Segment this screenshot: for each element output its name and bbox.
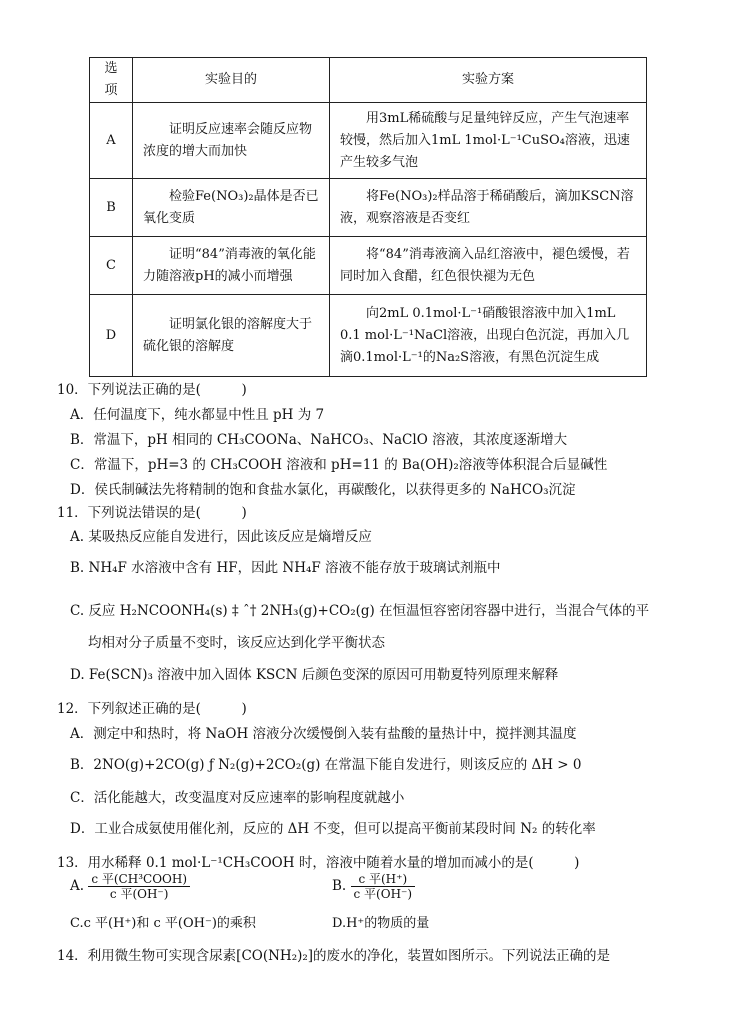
q11-option-c-line2: 均相对分子质量不变时，该反应达到化学平衡状态 [88, 635, 385, 651]
q12-option-b: B．2NO(g)+2CO(g) ƒ N₂(g)+2CO₂(g) 在常温下能自发进行，则该反应的 ΔH > 0 [70, 757, 582, 773]
q10-option-b: B．常温下，pH 相同的 CH₃COONa、NaHCO₃、NaClO 溶液，其浓度逐渐增大 [70, 432, 568, 448]
row-option: C [90, 237, 133, 295]
q10-option-c: C．常温下，pH=3 的 CH₃COOH 溶液和 pH=11 的 Ba(OH)₂溶液等体积混合后显碱性 [70, 457, 608, 473]
q11-option-a: A. 某吸热反应能自发进行，因此该反应是熵增反应 [70, 529, 372, 545]
q10-option-d: D．侯氏制碱法先将精制的饱和食盐水氯化，再碳酸化，以获得更多的 NaHCO₃沉淀 [70, 482, 576, 498]
q13-option-d: D.H⁺的物质的量 [332, 916, 430, 931]
row-plan: 用3mL稀硫酸与足量纯锌反应，产生气泡速率较慢，然后加入1mL 1mol·L⁻¹CuSO₄溶液，迅速产生较多气泡 [330, 103, 647, 179]
row-option: A [90, 103, 133, 179]
q10-stem: 10．下列说法正确的是( ) [57, 382, 247, 398]
q13-option-a-label: A. [70, 878, 85, 894]
q11-option-c-line1: C. 反应 H₂NCOONH₄(s) ‡ ˆ† 2NH₃(g)+CO₂(g) 在恒温恒容密闭容器中进行，当混合气体的平 [70, 603, 650, 619]
row-plan: 将“84”消毒液滴入品红溶液中，褪色缓慢，若同时加入食醋，红色很快褪为无色 [330, 237, 647, 295]
header-plan: 实验方案 [330, 58, 647, 103]
q14-stem: 14．利用微生物可实现含尿素[CO(NH₂)₂]的废水的净化，装置如图所示。下列说法正确的是 [57, 948, 611, 964]
q13-option-c: C.c 平(H⁺)和 c 平(OH⁻)的乘积 [70, 916, 256, 931]
table-row [90, 103, 647, 179]
row-option: D [90, 295, 133, 377]
q12-stem: 12．下列叙述正确的是( ) [57, 701, 247, 717]
q13-option-a-numerator: c 平(CH³COOH) [88, 872, 190, 887]
row-plan: 向2mL 0.1mol·L⁻¹硝酸银溶液中加入1mL 0.1 mol·L⁻¹NaCl溶液，出现白色沉淀，再加入几滴0.1mol·L⁻¹的Na₂S溶液，有黑色沉淀生成 [330, 295, 647, 377]
q13-option-b-denominator: c 平(OH⁻) [353, 887, 413, 901]
q11-stem: 11．下列说法错误的是( ) [57, 505, 247, 521]
table-header-row [90, 58, 647, 103]
row-plan: 将Fe(NO₃)₂样品溶于稀硝酸后，滴加KSCN溶液，观察溶液是否变红 [330, 179, 647, 237]
table-row [90, 295, 647, 377]
row-goal: 证明“84”消毒液的氧化能力随溶液pH的减小而增强 [133, 237, 330, 295]
q12-option-d: D．工业合成氨使用催化剂，反应的 ΔH 不变，但可以提高平衡前某段时间 N₂ 的转化率 [70, 821, 596, 837]
q13-option-a-fraction [88, 872, 190, 901]
table-row [90, 179, 647, 237]
q13-option-b-fraction [351, 872, 416, 901]
row-goal: 证明氯化银的溶解度大于硫化银的溶解度 [133, 295, 330, 377]
q13-option-b [332, 872, 415, 901]
q10-option-a: A．任何温度下，纯水都显中性且 pH 为 7 [70, 407, 325, 423]
row-goal: 证明反应速率会随反应物浓度的增大而加快 [133, 103, 330, 179]
q11-option-b: B. NH₄F 水溶液中含有 HF，因此 NH₄F 溶液不能存放于玻璃试剂瓶中 [70, 560, 501, 576]
row-option: B [90, 179, 133, 237]
q13-option-b-numerator: c 平(H⁺) [351, 872, 416, 887]
header-goal: 实验目的 [133, 58, 330, 103]
row-goal: 检验Fe(NO₃)₂晶体是否已氧化变质 [133, 179, 330, 237]
header-option: 选项 [90, 58, 133, 103]
q13-option-b-label: B. [332, 878, 347, 894]
q13-stem: 13．用水稀释 0.1 mol·L⁻¹CH₃COOH 时，溶液中随着水量的增加而减小的是( ) [57, 855, 580, 871]
table-row [90, 237, 647, 295]
q13-option-a-denominator: c 平(OH⁻) [109, 887, 169, 901]
q12-option-a: A．测定中和热时，将 NaOH 溶液分次缓慢倒入装有盐酸的量热计中，搅拌测其温度 [70, 726, 577, 742]
q11-option-d: D. Fe(SCN)₃ 溶液中加入固体 KSCN 后颜色变深的原因可用勒夏特列原理来解释 [70, 667, 559, 683]
experiment-table [89, 57, 647, 377]
q13-option-a [70, 872, 190, 901]
q12-option-c: C．活化能越大，改变温度对反应速率的影响程度就越小 [70, 790, 405, 806]
